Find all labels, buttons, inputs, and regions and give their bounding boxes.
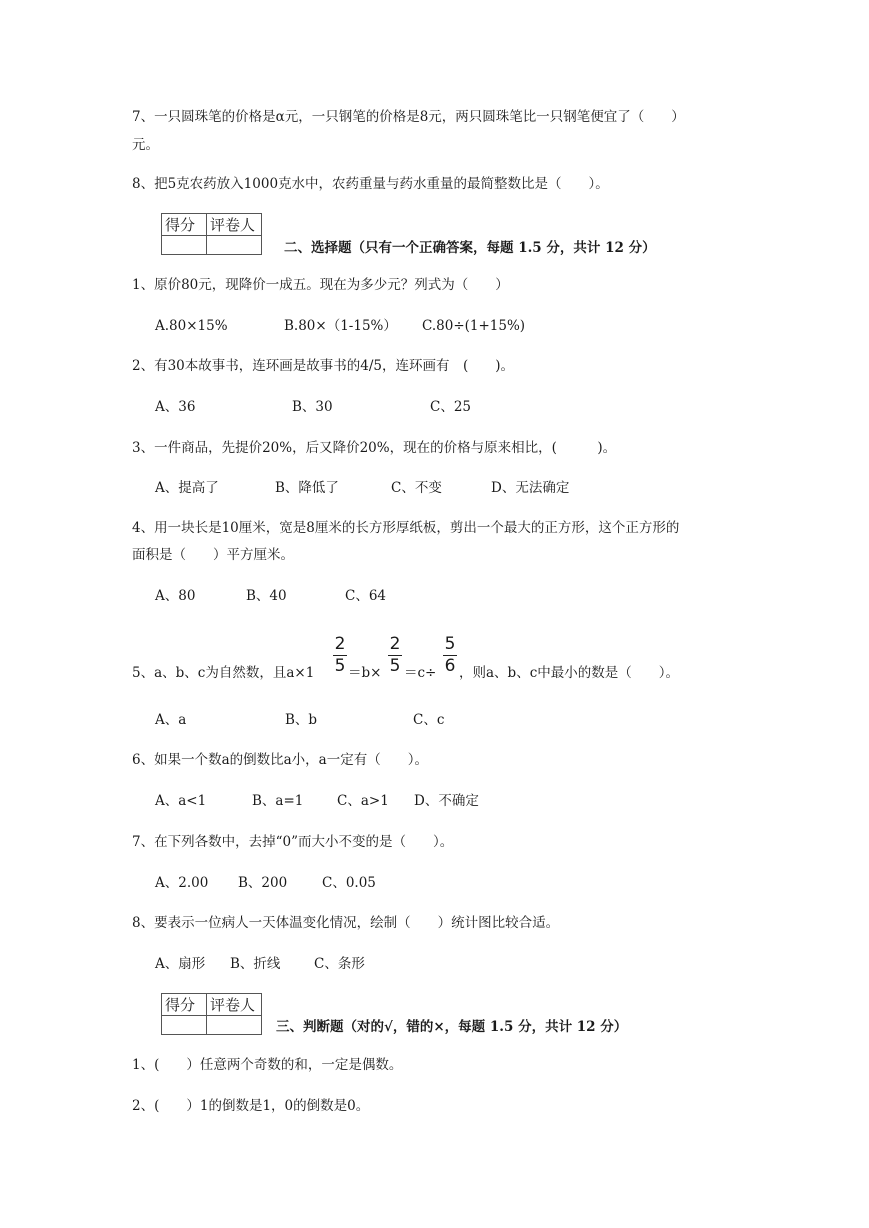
tf-question-1: 1、( ）任意两个奇数的和，一定是偶数。: [132, 1057, 403, 1073]
score-label: 得分: [162, 994, 207, 1016]
mc-question-5-part-a: 5、a、b、c为自然数，且a×1: [132, 665, 315, 681]
option-d: D、不确定: [414, 793, 479, 809]
grader-cell[interactable]: [207, 236, 262, 255]
question-7-line1: 7、一只圆珠笔的价格是α元，一只钢笔的价格是8元，两只圆珠笔比一只钢笔便宜了（ ）: [132, 109, 685, 125]
option-a: A、提高了: [155, 480, 219, 496]
score-box: [161, 213, 262, 255]
option-c: C.80÷(1+15%): [422, 318, 526, 334]
option-c: C、0.05: [322, 875, 376, 891]
mc-question-5-part-d: ，则a、b、c中最小的数是（ ）。: [459, 665, 680, 681]
section-2-header: 二、选择题（只有一个正确答案，每题 1.5 分，共计 12 分）: [284, 240, 656, 256]
fraction-1-denominator: 5: [334, 656, 346, 676]
option-c: C、a>1: [337, 793, 389, 809]
option-b: B、40: [246, 588, 287, 604]
fraction-1-numerator: 2: [334, 634, 346, 654]
option-b: B、b: [285, 712, 318, 728]
fraction-3: [443, 636, 457, 675]
option-b: B、30: [292, 399, 333, 415]
grader-label: 评卷人: [207, 214, 262, 236]
option-a: A.80×15%: [155, 318, 228, 334]
option-a: A、a<1: [155, 793, 207, 809]
question-7-line2: 元。: [132, 137, 159, 153]
fraction-3-numerator: 5: [444, 634, 456, 654]
grader-cell[interactable]: [207, 1016, 262, 1035]
score-box: [161, 993, 262, 1035]
mc-question-4-line2: 面积是（ ）平方厘米。: [132, 547, 294, 563]
option-b: B、a=1: [252, 793, 304, 809]
option-c: C、c: [413, 712, 445, 728]
mc-question-2: 2、有30本故事书，连环画是故事书的4/5，连环画有 ( )。: [132, 358, 515, 374]
fraction-1: [333, 636, 347, 675]
score-cell[interactable]: [162, 1016, 207, 1035]
option-a: A、36: [155, 399, 196, 415]
mc-question-4-line1: 4、用一块长是10厘米，宽是8厘米的长方形厚纸板，剪出一个最大的正方形，这个正方形的: [132, 520, 680, 536]
option-c: C、25: [430, 399, 472, 415]
score-cell[interactable]: [162, 236, 207, 255]
fraction-2-numerator: 2: [389, 634, 401, 654]
question-8: 8、把5克农药放入1000克水中，农药重量与药水重量的最简整数比是（ ）。: [132, 176, 609, 192]
mc-question-5-part-c: ＝c÷: [404, 665, 437, 681]
option-a: A、扇形: [155, 956, 206, 972]
mc-question-1: 1、原价80元，现降价一成五。现在为多少元？列式为（ ）: [132, 277, 509, 293]
mc-question-5-part-b: ＝b×: [348, 665, 382, 681]
mc-question-7: 7、在下列各数中，去掉“0”而大小不变的是（ ）。: [132, 834, 454, 850]
option-c: C、64: [345, 588, 387, 604]
fraction-3-denominator: 6: [444, 656, 456, 676]
section-3-header: 三、判断题（对的√，错的×，每题 1.5 分，共计 12 分）: [276, 1019, 628, 1035]
score-label: 得分: [162, 214, 207, 236]
option-a: A、a: [155, 712, 187, 728]
fraction-2-denominator: 5: [389, 656, 401, 676]
option-b: B、降低了: [275, 480, 339, 496]
option-d: D、无法确定: [491, 480, 570, 496]
tf-question-2: 2、( ）1的倒数是1，0的倒数是0。: [132, 1098, 370, 1114]
option-b: B、200: [238, 875, 288, 891]
mc-question-3: 3、一件商品，先提价20%，后又降价20%，现在的价格与原来相比，( )。: [132, 440, 617, 456]
option-b: B、折线: [230, 956, 281, 972]
option-a: A、2.00: [155, 875, 209, 891]
option-b: B.80×（1-15%）: [284, 318, 397, 334]
mc-question-8: 8、要表示一位病人一天体温变化情况，绘制（ ）统计图比较合适。: [132, 915, 560, 931]
option-c: C、条形: [314, 956, 365, 972]
grader-label: 评卷人: [207, 994, 262, 1016]
mc-question-6: 6、如果一个数a的倒数比a小，a一定有（ ）。: [132, 752, 428, 768]
fraction-2: [388, 636, 402, 675]
option-a: A、80: [155, 588, 196, 604]
option-c: C、不变: [391, 480, 442, 496]
